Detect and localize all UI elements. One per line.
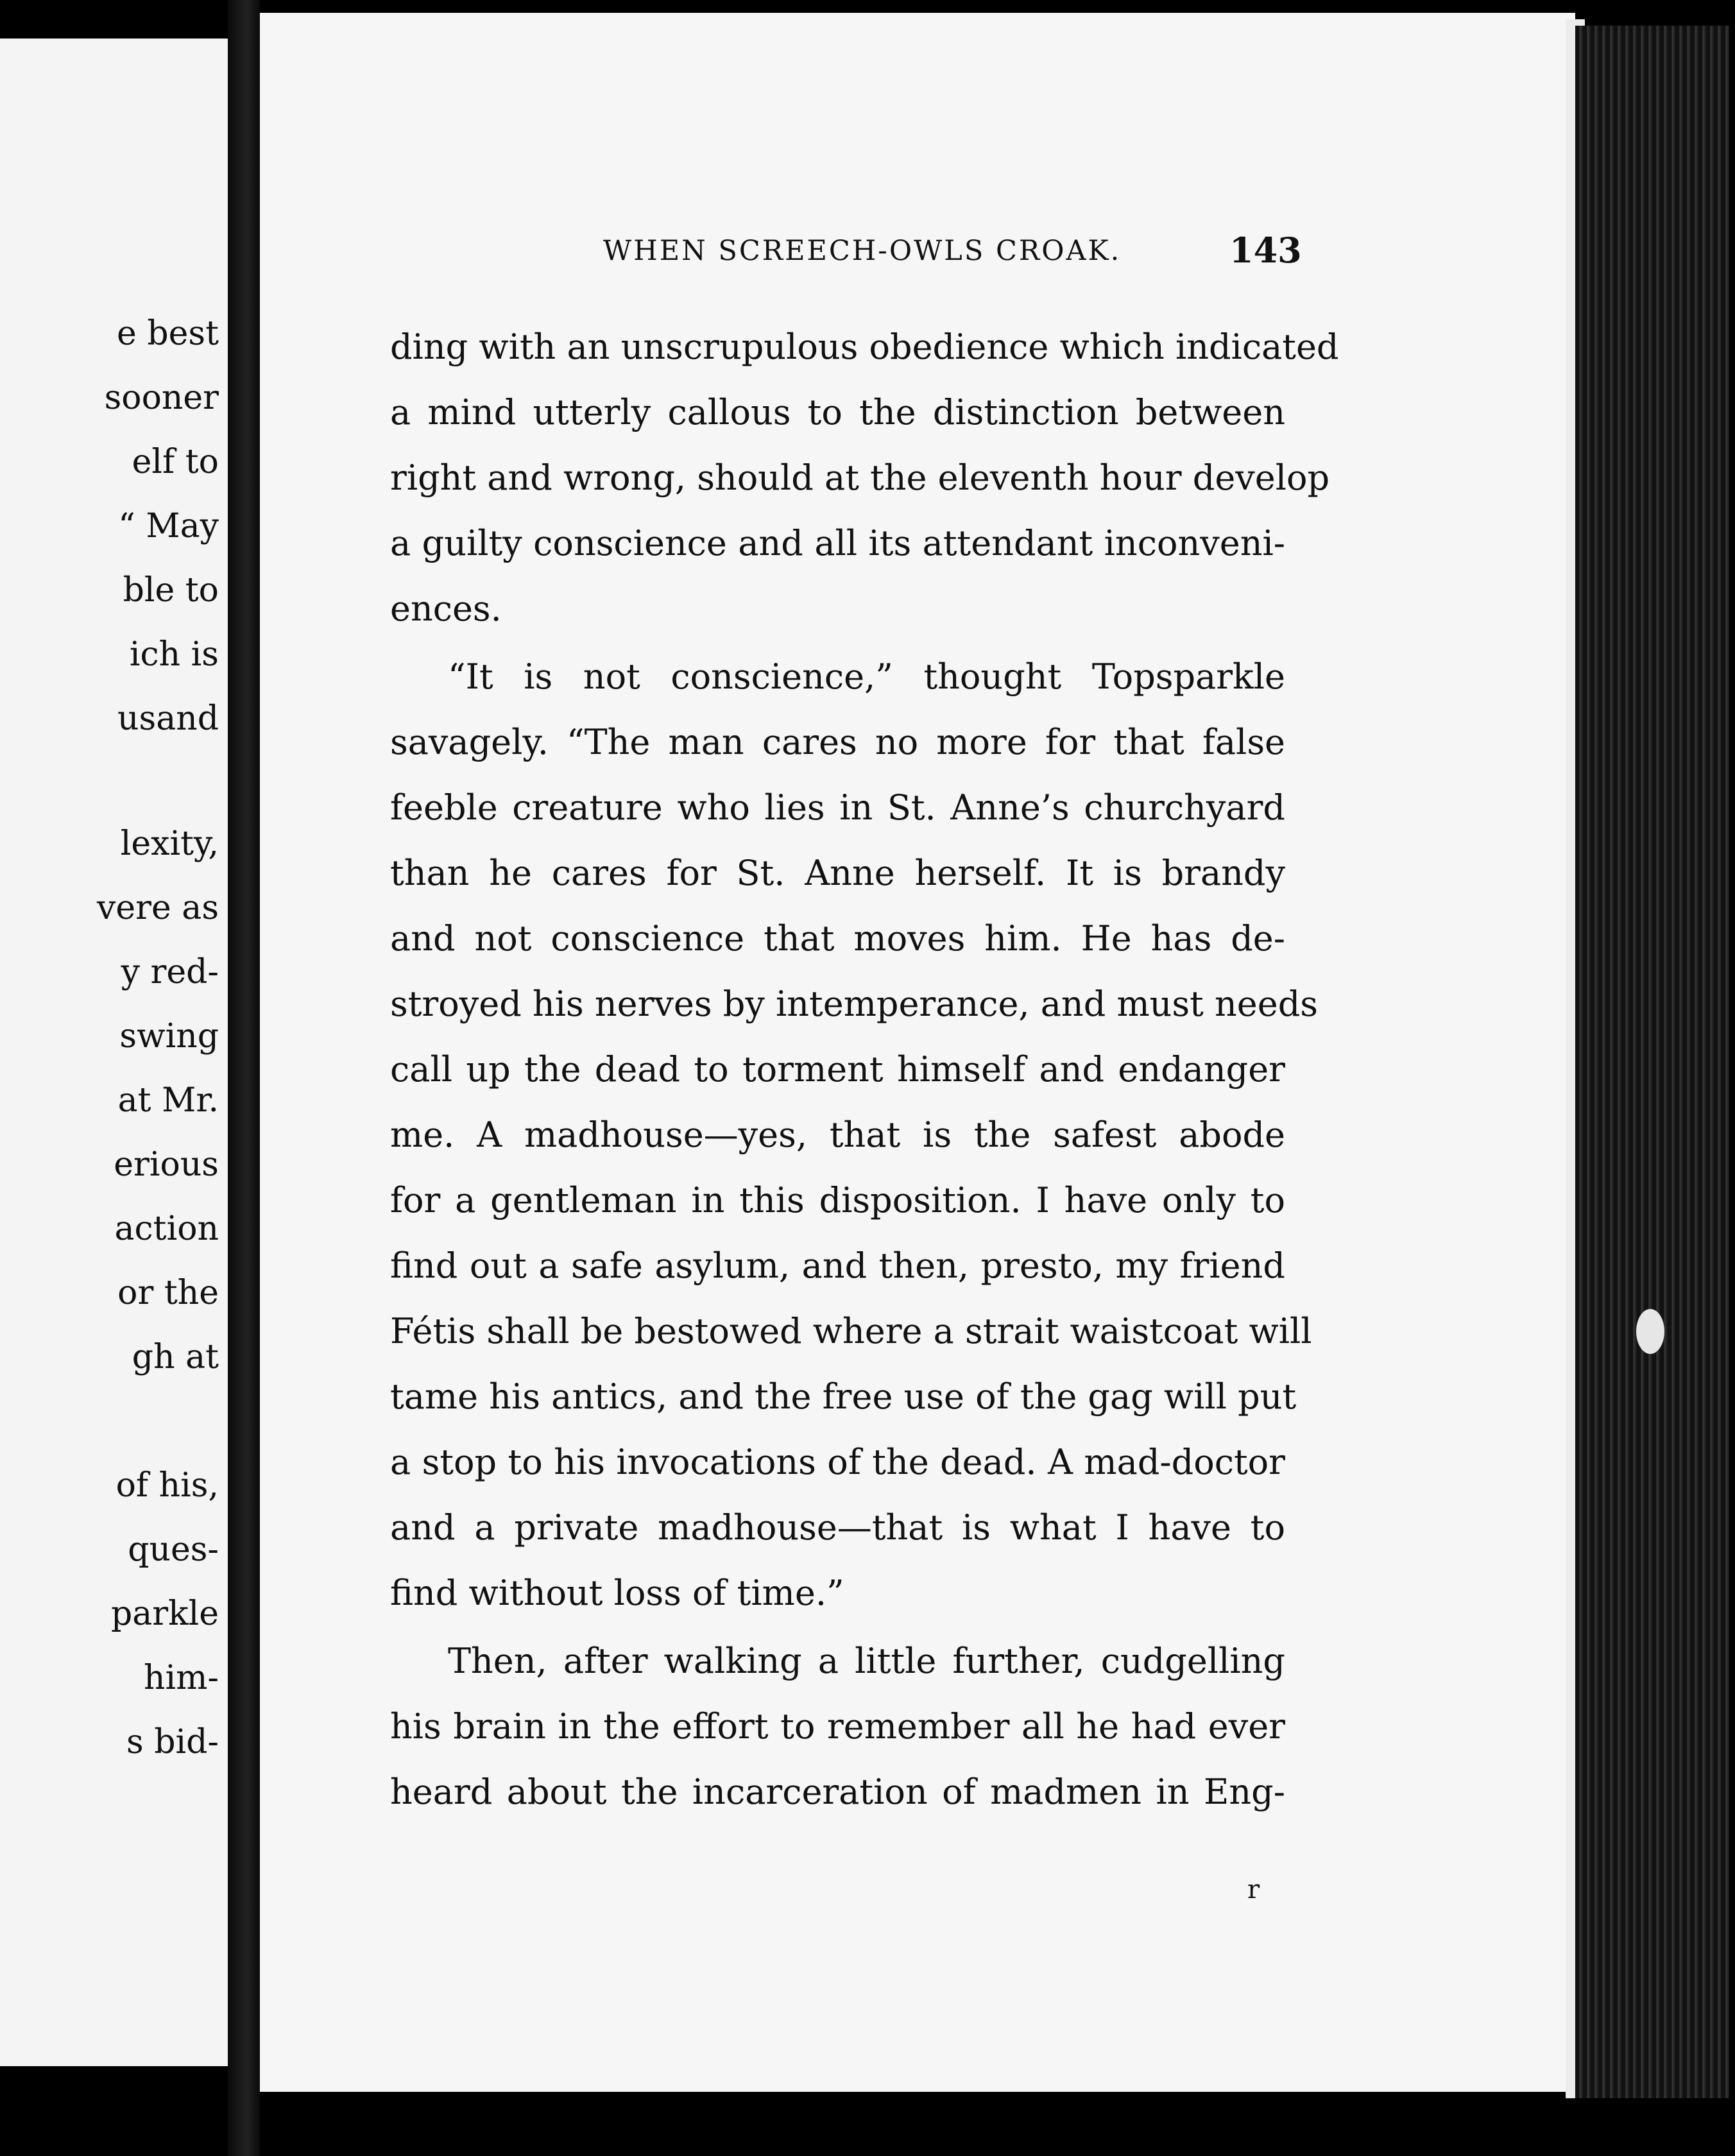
text-line: a guilty conscience and all its attendant inconveni-: [390, 523, 1285, 563]
left-line-fragment: ble to: [123, 571, 219, 610]
left-line-fragment: gh at: [132, 1338, 219, 1376]
text-line: a mind utterly callous to the distinction between: [390, 392, 1285, 432]
left-line-fragment: ques-: [128, 1530, 219, 1569]
left-line-fragment: “ May: [118, 507, 219, 545]
text-line: heard about the incarceration of madmen in Eng-: [390, 1772, 1285, 1812]
left-line-fragment: vere as: [97, 889, 219, 927]
text-line: and not conscience that moves him. He has de-: [390, 918, 1285, 959]
left-line-fragment: or the: [117, 1274, 219, 1312]
left-line-fragment: swing: [119, 1017, 219, 1056]
text-line: Fétis shall be bestowed where a strait waistcoat will: [390, 1311, 1312, 1351]
running-head: WHEN SCREECH-OWLS CROAK.: [603, 235, 1122, 267]
text-line: feeble creature who lies in St. Anne’s churchyard: [390, 787, 1285, 828]
text-line: “It is not conscience,” thought Topsparkle: [448, 656, 1285, 697]
text-line: than he cares for St. Anne herself. It is brandy: [390, 853, 1285, 893]
book-gutter: [228, 0, 260, 2156]
text-line: find without loss of time.”: [390, 1573, 844, 1613]
paper-blot: [1636, 1309, 1664, 1354]
text-line: Then, after walking a little further, cudgelling: [448, 1641, 1285, 1681]
text-line: tame his antics, and the free use of the gag will put: [390, 1376, 1297, 1417]
left-line-fragment: parkle: [110, 1595, 219, 1633]
text-line: right and wrong, should at the eleventh hour develop: [390, 458, 1330, 498]
left-line-fragment: action: [114, 1210, 219, 1248]
left-line-fragment: erious: [114, 1145, 219, 1184]
body-text: [390, 314, 1339, 1825]
text-line: stroyed his nerves by intemperance, and must needs: [390, 984, 1318, 1024]
left-line-fragment: at Mr.: [117, 1081, 219, 1120]
text-line: me. A madhouse—yes, that is the safest abode: [390, 1115, 1285, 1155]
text-line: ences.: [390, 588, 502, 629]
text-line: a stop to his invocations of the dead. A mad-doctor: [390, 1442, 1285, 1482]
left-line-fragment: e best: [117, 314, 219, 353]
text-line: savagely. “The man cares no more for that false: [390, 722, 1285, 762]
stray-mark: r: [1247, 1875, 1260, 1904]
left-line-fragment: usand: [117, 699, 219, 738]
text-line: call up the dead to torment himself and endanger: [390, 1049, 1285, 1090]
left-line-fragment: ich is: [129, 635, 219, 674]
page-number: 143: [1229, 230, 1302, 271]
left-line-fragment: elf to: [132, 443, 219, 481]
left-line-fragment: sooner: [104, 379, 219, 417]
left-line-fragment: him-: [144, 1659, 219, 1697]
text-line: and a private madhouse—that is what I have to: [390, 1507, 1285, 1548]
left-line-fragment: y red-: [121, 953, 219, 991]
text-line: for a gentleman in this disposition. I have only to: [390, 1180, 1285, 1220]
text-line: find out a safe asylum, and then, presto, my friend: [390, 1245, 1285, 1286]
left-line-fragment: s bid-: [126, 1723, 219, 1761]
book-page-edges: [1575, 26, 1729, 2098]
left-line-fragment: of his,: [115, 1466, 219, 1505]
left-page: [0, 38, 228, 2066]
left-line-fragment: lexity,: [120, 825, 219, 863]
text-line: his brain in the effort to remember all he had ever: [390, 1706, 1285, 1747]
text-line: ding with an unscrupulous obedience which indicated: [390, 327, 1339, 367]
